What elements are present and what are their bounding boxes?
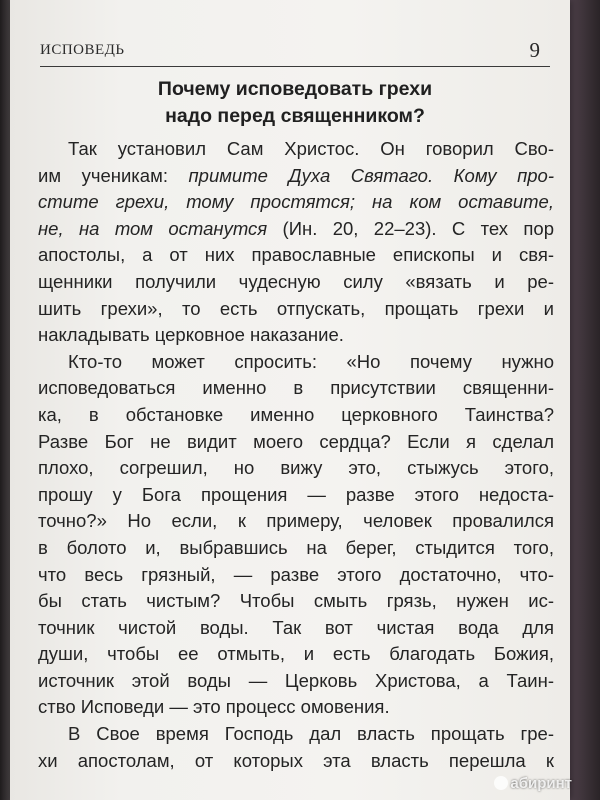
text-line: В Свое время Господь дал власть прощать гре- — [68, 723, 554, 745]
body-text — [38, 136, 554, 774]
labirint-logo-icon — [494, 776, 508, 790]
text-line — [38, 216, 554, 243]
labirint-watermark — [494, 775, 572, 792]
header-rule — [40, 66, 550, 67]
text-line: источник этой воды — Церковь Христова, а Таин- — [38, 669, 554, 691]
text-line: точник чистой воды. Так вот чистая вода для — [38, 616, 554, 638]
text-line: хи апостолам, от которых эта власть перешла к — [38, 749, 554, 771]
text-line: накладывать церковное наказание. — [38, 324, 344, 346]
section-heading-line-2: надо перед священником? — [165, 105, 425, 127]
section-heading — [40, 76, 550, 130]
text-line: что весь грязный, — разве этого достаточно, что- — [38, 563, 554, 585]
text-line: в болото и, выбравшись на берег, стыдится того, — [38, 536, 554, 558]
text-line: прошу у Бога прощения — разве этого недоста- — [38, 483, 554, 505]
text-line: ство Исповеди — это процесс омовения. — [38, 696, 390, 718]
section-heading-line-1: Почему исповедовать грехи — [157, 78, 433, 100]
page-number: 9 — [529, 38, 540, 62]
text-segment: (Ин. 20, 22–23). С тех пор — [282, 217, 554, 239]
text-line: души, чтобы ее отмыть, и есть благодать Божия, — [38, 643, 554, 665]
text-line: исповедоваться именно в присутствии священни- — [38, 377, 554, 399]
watermark-text: абиринт — [510, 775, 572, 792]
text-line: точно?» Но если, к примеру, человек провалился — [38, 510, 554, 532]
text-line — [38, 163, 554, 190]
text-line: Так установил Сам Христос. Он говорил Сво- — [68, 138, 554, 159]
text-line: шить грехи», то есть отпускать, прощать грехи и — [38, 297, 554, 319]
text-line: плохо, согрешил, но вижу это, стыжусь этого, — [38, 457, 554, 479]
italic-quote: примите Духа Святаго. Кому про- — [188, 164, 554, 186]
running-head: ИСПОВЕДЬ — [40, 42, 125, 58]
text-line: ка, в обстановке именно церковного Таинства? — [38, 403, 554, 425]
text-line: Разве Бог не видит моего сердца? Если я сделал — [38, 430, 554, 452]
italic-quote-line: стите грехи, тому простятся; на ком оставите, — [38, 191, 554, 213]
text-line: бы стать чистым? Чтобы смыть грязь, нужен ис- — [38, 590, 554, 612]
text-line: Кто-то может спросить: «Но почему нужно — [68, 350, 554, 372]
text-segment: им ученикам: — [38, 164, 189, 186]
book-page — [10, 0, 570, 800]
text-line: апостолы, а от них православные епископы и свя- — [38, 244, 554, 266]
text-line: щенники получили чудесную силу «вязать и ре- — [38, 270, 554, 292]
italic-quote: не, на том останутся — [38, 217, 268, 239]
